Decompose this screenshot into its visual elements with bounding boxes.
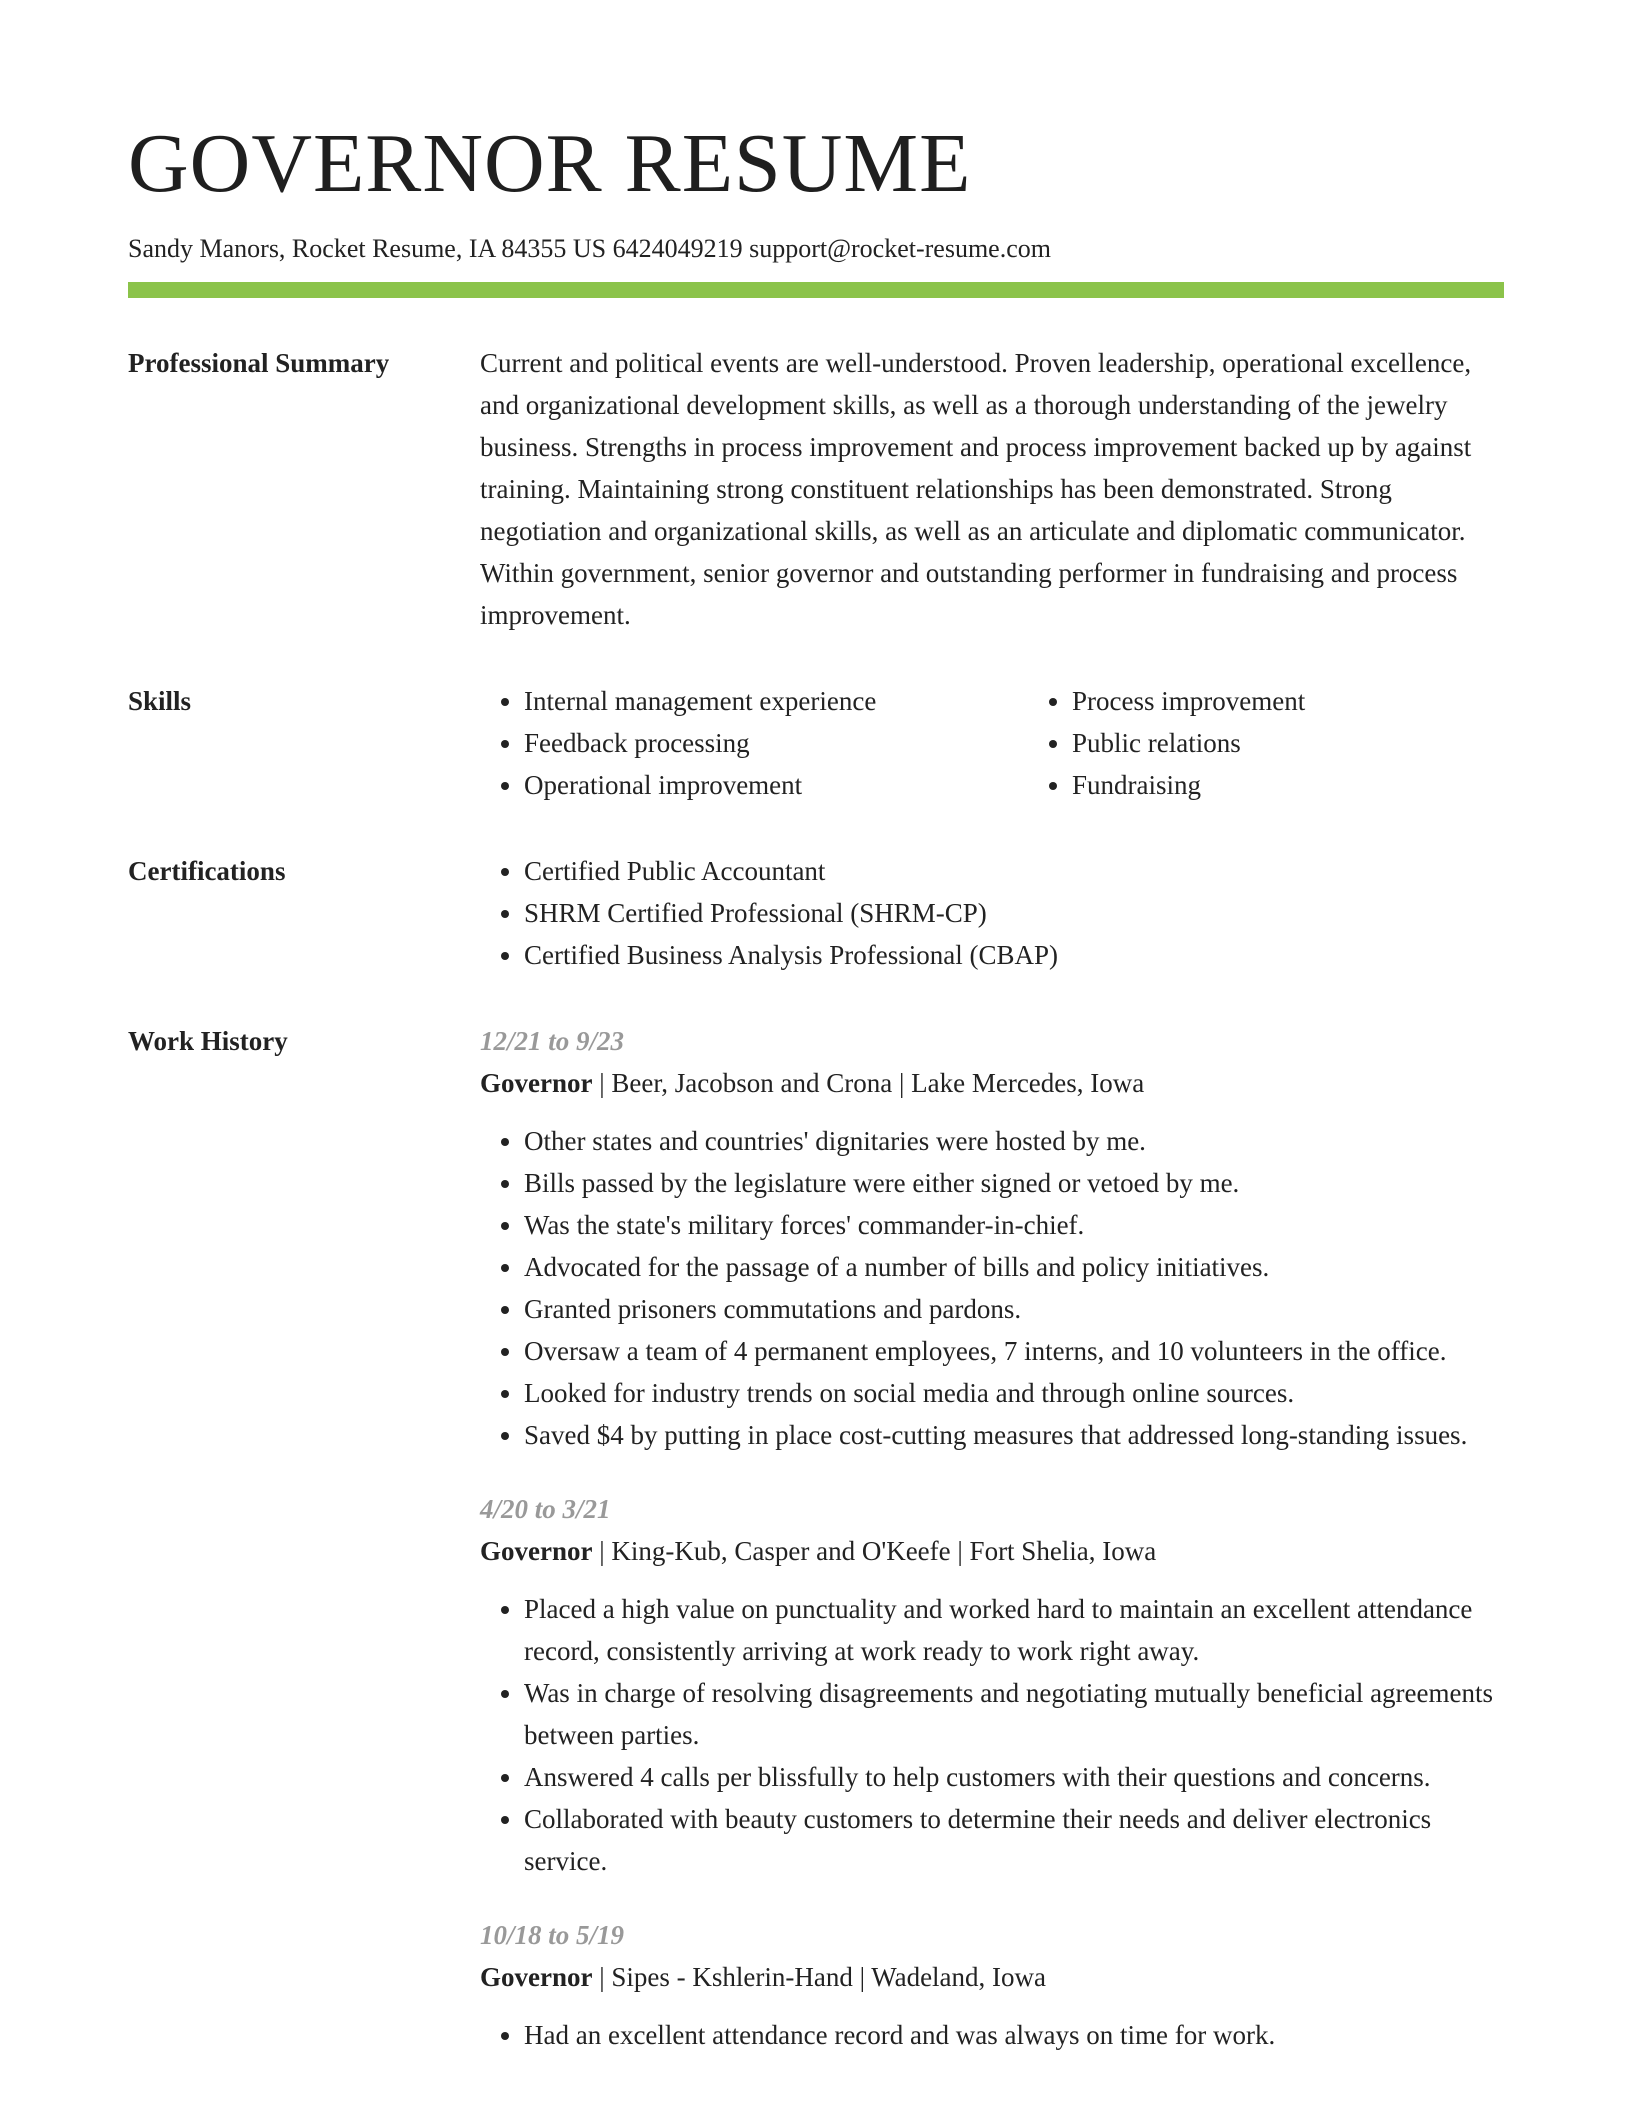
skills-column-left <box>480 680 1028 806</box>
job-bullet: • Saved $4 by putting in place cost-cutting measures that addressed long-standing issues. <box>524 1414 1504 1456</box>
certifications-section <box>128 850 1504 976</box>
job-entry <box>480 1020 1504 1456</box>
skill-item: • Public relations <box>1072 722 1305 764</box>
professional-summary-section <box>128 342 1504 636</box>
job-title: Governor <box>480 1068 593 1099</box>
job-bullet: • Bills passed by the legislature were either signed or vetoed by me. <box>524 1162 1504 1204</box>
job-bullets <box>480 1120 1504 1456</box>
contact-line: Sandy Manors, Rocket Resume, IA 84355 US 6424049219 support@rocket-resume.com <box>128 234 1051 264</box>
job-bullet: • Oversaw a team of 4 permanent employees, 7 interns, and 10 volunteers in the office. <box>524 1330 1504 1372</box>
job-bullet: • Placed a high value on punctuality and worked hard to maintain an excellent attendance record, consistently arriving at work ready to work right away. <box>524 1588 1504 1672</box>
work-history-section <box>128 1020 1504 2056</box>
skill-item: • Process improvement <box>1072 680 1305 722</box>
skill-item: • Operational improvement <box>524 764 1028 806</box>
job-bullet: • Answered 4 calls per blissfully to help customers with their questions and concerns. <box>524 1756 1504 1798</box>
certification-item: • SHRM Certified Professional (SHRM-CP) <box>524 892 1504 934</box>
job-title: Governor <box>480 1962 593 1993</box>
job-title-line <box>480 1062 1504 1104</box>
job-bullets <box>480 2014 1504 2056</box>
skill-item: • Internal management experience <box>524 680 1028 722</box>
skill-item: • Fundraising <box>1072 764 1305 806</box>
section-label: Skills <box>128 686 192 717</box>
job-bullet: • Other states and countries' dignitaries were hosted by me. <box>524 1120 1504 1162</box>
job-title-line <box>480 1956 1504 1998</box>
skills-section <box>128 680 1504 806</box>
certification-item: • Certified Business Analysis Professional (CBAP) <box>524 934 1504 976</box>
job-details: | King-Kub, Casper and O'Keefe | Fort Shelia, Iowa <box>592 1536 1157 1567</box>
section-label: Work History <box>128 1026 288 1057</box>
certifications-list <box>480 850 1504 976</box>
job-bullet: • Collaborated with beauty customers to determine their needs and deliver electronics service. <box>524 1798 1504 1882</box>
skills-list <box>480 680 1504 806</box>
section-label: Certifications <box>128 856 286 887</box>
job-bullet: • Had an excellent attendance record and was always on time for work. <box>524 2014 1504 2056</box>
job-bullet: • Granted prisoners commutations and pardons. <box>524 1288 1504 1330</box>
job-dates: 12/21 to 9/23 <box>480 1026 625 1057</box>
section-label: Professional Summary <box>128 348 390 379</box>
job-dates: 10/18 to 5/19 <box>480 1920 625 1951</box>
job-title-line <box>480 1530 1504 1572</box>
job-details: | Sipes - Kshlerin-Hand | Wadeland, Iowa <box>592 1962 1047 1993</box>
skill-item: • Feedback processing <box>524 722 1028 764</box>
summary-text: Current and political events are well-understood. Proven leadership, operational excellence, and organizational development skills, as well as a thorough understanding of the jewelry business. Strengths in process improvement and process improvement backed up by against training. Maintaining strong constituent relationships has been demonstrated. Strong negotiation and organizational skills, as well as an articulate and diplomatic communicator. Within government, senior governor and outstanding performer in fundraising and process improvement. <box>480 348 1472 631</box>
accent-divider <box>128 282 1504 298</box>
job-dates: 4/20 to 3/21 <box>480 1494 611 1525</box>
job-title: Governor <box>480 1536 593 1567</box>
job-bullet: • Looked for industry trends on social media and through online sources. <box>524 1372 1504 1414</box>
job-bullet: • Was the state's military forces' commander-in-chief. <box>524 1204 1504 1246</box>
job-bullet: • Advocated for the passage of a number of bills and policy initiatives. <box>524 1246 1504 1288</box>
job-details: | Beer, Jacobson and Crona | Lake Mercedes, Iowa <box>592 1068 1145 1099</box>
resume-title: GOVERNOR RESUME <box>128 117 972 210</box>
job-entry <box>480 1488 1504 1882</box>
job-entry <box>480 1914 1504 2056</box>
certifications-body <box>480 850 1504 976</box>
skills-column-right <box>1028 680 1305 806</box>
work-history-body <box>480 1020 1504 2056</box>
job-bullet: • Was in charge of resolving disagreements and negotiating mutually beneficial agreements between parties. <box>524 1672 1504 1756</box>
job-bullets <box>480 1588 1504 1882</box>
certification-item: • Certified Public Accountant <box>524 850 1504 892</box>
